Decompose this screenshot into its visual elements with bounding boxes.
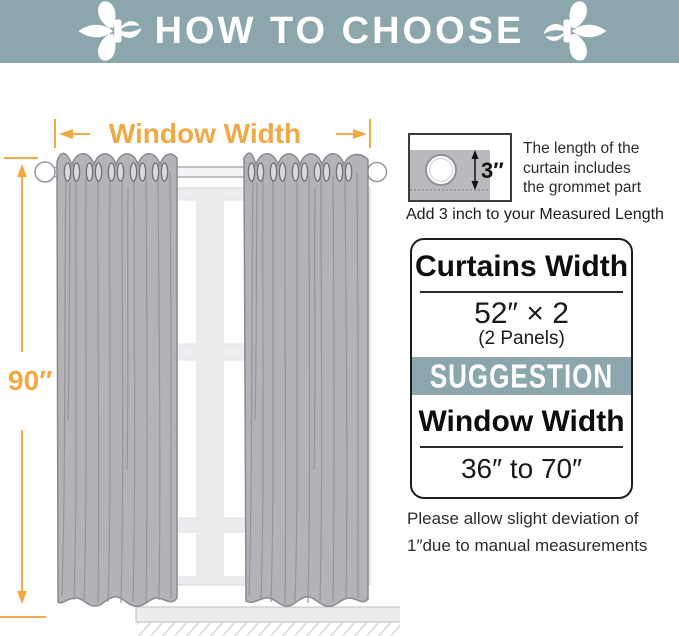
header-banner xyxy=(0,0,679,63)
deviation-footnote-line2: 1″due to manual measurements xyxy=(407,536,648,555)
suggestion-box xyxy=(410,238,633,499)
grommet-note xyxy=(523,139,673,198)
grommet-note-line2: curtain includes xyxy=(523,159,631,177)
suggestion-label: SUGGESTION xyxy=(429,355,614,395)
suggestion-band xyxy=(412,357,631,395)
curtain-window-diagram xyxy=(0,108,400,636)
panels-note: (2 Panels) xyxy=(478,328,565,349)
grommet-detail-diagram xyxy=(408,133,512,202)
grommet-note-line3: the grommet part xyxy=(523,179,642,196)
grommet-note-line1: The length of the xyxy=(523,140,640,157)
height-label: 90″ xyxy=(8,365,53,396)
deviation-footnote xyxy=(407,505,675,559)
window-width-heading: Window Width xyxy=(418,405,625,438)
deviation-footnote-line1: Please allow slight deviation of xyxy=(407,509,639,528)
window-width-value: 36″ to 70″ xyxy=(460,453,583,484)
divider xyxy=(420,291,623,293)
curtains-width-heading: Curtains Width xyxy=(414,250,629,283)
grommet-length-label: 3″ xyxy=(481,158,504,183)
curtain-panel-right xyxy=(244,153,368,606)
floor xyxy=(136,607,400,636)
curtains-width-value: 52″ × 2 xyxy=(474,297,569,330)
add-length-note: Add 3 inch to your Measured Length xyxy=(406,206,664,223)
divider xyxy=(420,446,623,448)
page-title: HOW TO CHOOSE xyxy=(154,10,525,52)
window-width-label: Window Width xyxy=(108,118,302,149)
curtain-panel-left xyxy=(57,153,177,606)
